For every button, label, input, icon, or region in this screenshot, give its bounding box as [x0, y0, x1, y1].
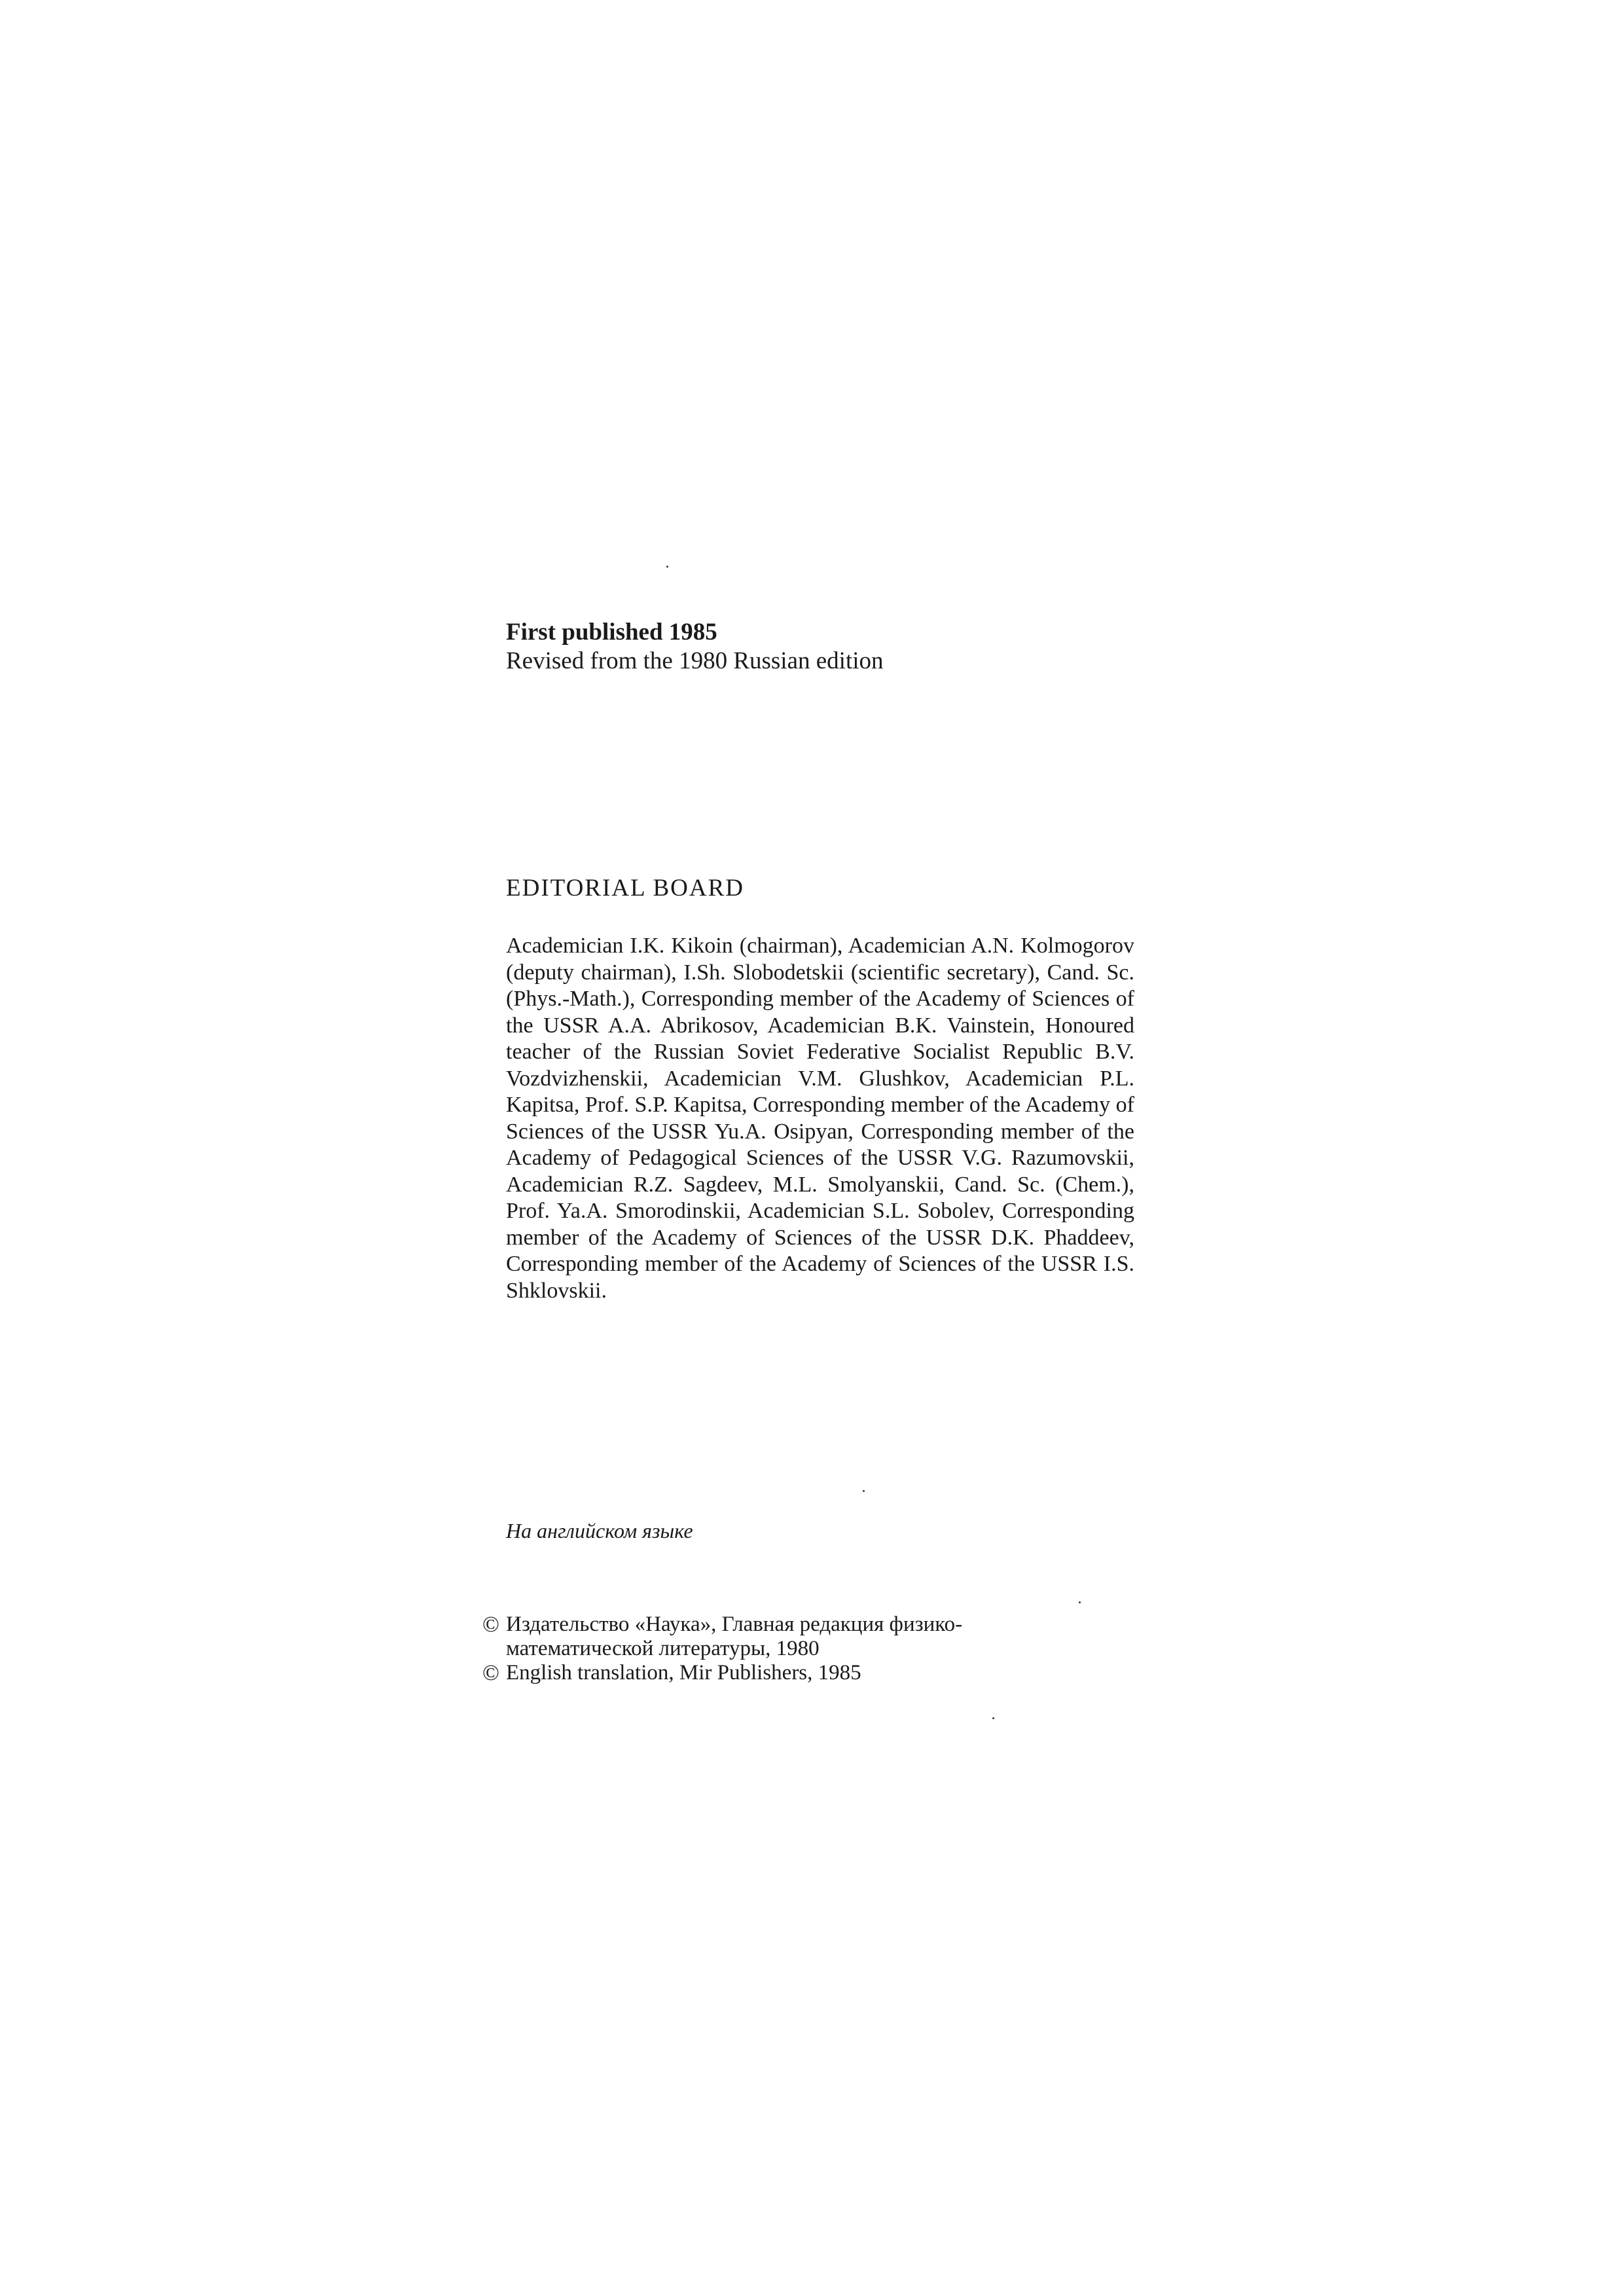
copyright-translation-text: English translation, Mir Publishers, 1985 [506, 1661, 861, 1685]
editorial-board-heading: EDITORIAL BOARD [506, 875, 745, 902]
first-published-line: First published 1985 [506, 619, 717, 646]
publication-info [506, 618, 884, 676]
copyright-block [482, 1613, 1150, 1685]
copyright-icon: © [482, 1661, 499, 1685]
revision-line: Revised from the 1980 Russian edition [506, 647, 884, 674]
copyright-original-line1: Издательство «Наука», Главная редакция физико- [506, 1613, 963, 1636]
copyright-translation [482, 1661, 1150, 1685]
print-speck [666, 566, 668, 568]
copyright-original-line2: математической литературы, 1980 [506, 1637, 820, 1660]
copyright-icon: © [482, 1613, 499, 1637]
copyright-original [482, 1613, 1150, 1637]
print-speck [863, 1490, 865, 1492]
print-speck [1079, 1601, 1081, 1603]
language-note: На английском языке [506, 1519, 693, 1542]
editorial-board-members: Academician I.K. Kikoin (chairman), Academician A.N. Kolmogorov (deputy chairman), I.Sh. Slobodetskii (scientific secretary), Cand. Sc. (Phys.-Math.), Corresponding member of the Academy of Sciences of the USSR A.A. Abrikosov, Academician B.K. Vainstein, Honoured teacher of the Russian Soviet Federative Socialist Republic B.V. Vozdvizhenskii, Academician V.M. Glushkov, Academician P.L. Kapitsa, Prof. S.P. Kapitsa, Corresponding member of the Academy of Sciences of the USSR Yu.A. Osipyan, Corresponding member of the Academy of Pedagogical Sciences of the USSR V.G. Razumovskii, Academician R.Z. Sagdeev, M.L. Smolyanskii, Cand. Sc. (Chem.), Prof. Ya.A. Smorodinskii, Academician S.L. Sobolev, Corresponding member of the Academy of Sciences of the USSR D.K. Phaddeev, Corresponding member of the Academy of Sciences of the USSR I.S. Shklovskii. [506, 934, 1134, 1303]
print-speck [992, 1717, 994, 1719]
